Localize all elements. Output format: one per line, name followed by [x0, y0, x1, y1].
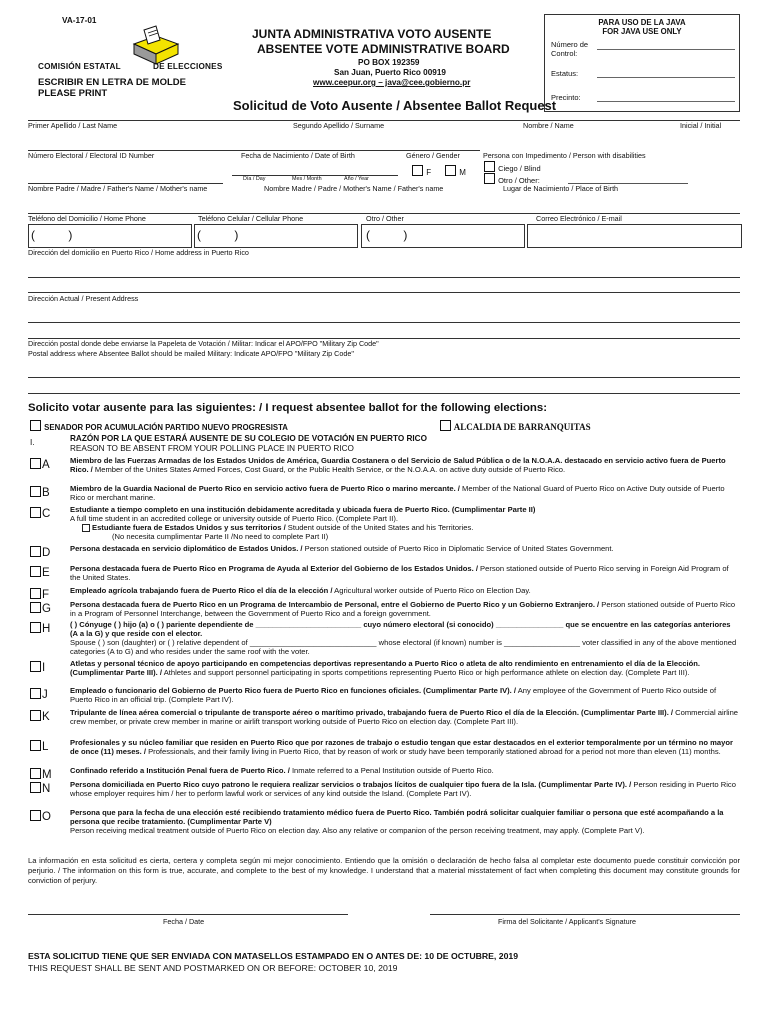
reason-letter: N: [42, 783, 51, 795]
reason-checkbox[interactable]: [30, 810, 51, 823]
year-label: Año / Year: [344, 176, 369, 182]
gender-label: Género / Gender: [406, 151, 460, 160]
checkbox-square-icon[interactable]: [30, 688, 41, 699]
gender-f-option[interactable]: F: [412, 165, 431, 177]
reason-text-en: Member of the National Guard of Puerto Rico on Active Duty outside of Puerto Rico or merchant marine.: [70, 484, 725, 503]
reason-text: [70, 686, 740, 704]
board-title-en: ABSENTEE VOTE ADMINISTRATIVE BOARD: [257, 42, 510, 56]
postal-address-label-en: Postal address where Absentee Ballot should be mailed Military: Indicate APO/FPO "Military Zip Code": [28, 349, 354, 358]
reason-letter: G: [42, 603, 51, 615]
initial-label: Inicial / Initial: [680, 121, 722, 130]
other-phone-input[interactable]: ( ): [361, 224, 525, 248]
form-id: VA-17-01: [62, 16, 97, 25]
reason-letter: K: [42, 711, 50, 723]
checkbox-square-icon[interactable]: [30, 566, 41, 577]
month-label: Mes / Month: [292, 176, 322, 182]
reason-text-en: Inmate referred to a Penal Institution outside of Puerto Rico.: [289, 766, 494, 775]
reason-letter: L: [42, 741, 49, 753]
reason-checkbox[interactable]: [30, 566, 50, 579]
java-use-box: [544, 14, 740, 112]
checkbox-square-icon[interactable]: [30, 661, 41, 672]
signature-line[interactable]: [430, 914, 740, 915]
status-label: Estatus:: [551, 69, 579, 78]
section-i-label: I.: [30, 438, 35, 447]
reason-text-en: Athletes and support personnel participating in sports competitions representing Puerto Rico or high performance athlete on election day. (Complete Part III).: [162, 668, 690, 678]
reason-text-es: Estudiante a tiempo completo en una institución debidamente acreditada y ubicada fuera de Puerto Rico. (Cumplimentar Parte II): [70, 505, 536, 514]
reason-text-es: ( ) Cónyuge ( ) hijo (a) o ( ) pariente dependiente de _________________________ cuyo número electoral (si conocido) ________________ que se encuentre en las categorías anteriores (A a la G) y que reside con el elector.: [70, 620, 731, 639]
reason-text-es: Miembro de las Fuerzas Armadas de los Estados Unidos de América, Guardia Costanera o del Servicio de Salud Pública o de la N.O.A.A. destacado en servicio activo fuera de Puerto Rico. /: [70, 456, 726, 475]
city: San Juan, Puerto Rico 00919: [334, 68, 446, 77]
reason-text-es: Miembro de la Guardia Nacional de Puerto Rico en servicio activo fuera de Puerto Rico o marino mercante. /: [70, 484, 460, 493]
reason-text-es: Persona destacada fuera de Puerto Rico en un Programa de Intercambio de Personal, entre el Gobierno de Puerto Rico y un Gobierno Extranjero. /: [70, 600, 600, 609]
reason-text: [70, 708, 740, 726]
reason-text-es: Empleado agrícola trabajando fuera de Puerto Rico el día de la elección /: [70, 586, 333, 595]
home-address-label: Dirección del domicilio en Puerto Rico / Home address in Puerto Rico: [28, 248, 249, 257]
reason-text-es: Persona domiciliada en Puerto Rico cuyo patrono le requiera realizar servicios o trabajos lícitos de cualquier tipo fuera de la Isla. (Cumplimentar Parte IV). /: [70, 780, 632, 789]
mother-label: Nombre Madre / Padre / Mother's Name / Father's name: [264, 184, 444, 193]
deadline-en: THIS REQUEST SHALL BE SENT AND POSTMARKED ON OR BEFORE: OCTOBER 10, 2019: [28, 963, 398, 973]
postal-address-line-1[interactable]: [28, 377, 740, 378]
reason-letter: I: [42, 662, 46, 674]
election-option-senator[interactable]: SENADOR POR ACUMULACIÓN PARTIDO NUEVO PROGRESISTA: [30, 420, 288, 432]
reason-text: [70, 808, 740, 835]
reason-text: [70, 780, 740, 798]
home-phone-input[interactable]: ( ): [28, 224, 192, 248]
present-address-line-1[interactable]: [28, 322, 740, 323]
postal-address-line-2[interactable]: [28, 393, 740, 394]
last-name-label: Primer Apellido / Last Name: [28, 121, 118, 130]
gender-m-option[interactable]: M: [445, 165, 466, 177]
reason-text-en: Person stationed outside of Puerto Rico in a Program of Personnel Interchange, between the Government of Puerto Rico and a foreign government.: [70, 600, 736, 619]
blind-option[interactable]: Ciego / Blind: [484, 161, 541, 173]
reason-text: [70, 586, 740, 595]
mayor-checkbox[interactable]: [440, 420, 451, 431]
reason-checkbox[interactable]: [30, 710, 50, 723]
other-disability-checkbox[interactable]: [484, 173, 495, 184]
reason-text: [70, 544, 740, 553]
reason-text-es: Confinado referido a Institución Penal fuera de Puerto Rico. /: [70, 766, 290, 775]
java-title-en: FOR JAVA USE ONLY: [602, 27, 682, 36]
reason-checkbox[interactable]: [30, 782, 50, 795]
reason-checkbox[interactable]: [30, 768, 52, 781]
gender-f-checkbox[interactable]: [412, 165, 423, 176]
reason-checkbox[interactable]: [30, 486, 50, 499]
reason-letter: J: [42, 689, 48, 701]
po-box: PO BOX 192359: [358, 58, 420, 67]
reason-text-en: Any employee of the Government of Puerto Rico outside of Puerto Rico in an official trip. (Complete Part IV).: [70, 686, 717, 705]
deadline-es: ESTA SOLICITUD TIENE QUE SER ENVIADA CON MATASELLOS ESTAMPADO EN O ANTES DE: 10 DE OCTUBRE, 2019: [28, 951, 519, 961]
email-label: Correo Electrónico / E-mail: [536, 214, 622, 223]
surname-label: Segundo Apellido / Surname: [293, 121, 385, 130]
name-label: Nombre / Name: [523, 121, 574, 130]
dob-label: Fecha de Nacimiento / Date of Birth: [241, 151, 355, 160]
gender-m-checkbox[interactable]: [445, 165, 456, 176]
reason-text-en: Commercial airline crew member, or private crew member in marine or airlift transport working outside of Puerto Rico on election day. (Complete Part III).: [70, 708, 739, 727]
reason-subtext: Person receiving medical treatment outside of Puerto Rico on election day. Also any relative or companion of the person receiving treatment, may apply. (Complete Part V).: [70, 826, 645, 836]
reason-checkbox[interactable]: [30, 546, 50, 559]
reason-text: [70, 484, 740, 502]
reason-text: [70, 659, 740, 677]
reason-text: [70, 738, 740, 756]
reason-text-en: Person residing in Puerto Rico whose employer requires him / her to perform lawful work or services of any kind outside the Island. (Complete Part IV).: [70, 780, 736, 799]
reason-letter: F: [42, 589, 50, 601]
control-number-line[interactable]: [597, 49, 735, 50]
print-instruction-es: ESCRIBIR EN LETRA DE MOLDE: [38, 77, 186, 88]
ballot-box-icon: [126, 22, 184, 66]
checkbox-square-icon[interactable]: [30, 602, 41, 613]
cell-phone-label: Teléfono Celular / Cellular Phone: [198, 214, 304, 223]
checkbox-square-icon[interactable]: [30, 710, 41, 721]
reason-text-es: Persona destacada en servicio diplomático de Estados Unidos. /: [70, 544, 303, 553]
checkbox-square-icon[interactable]: [30, 546, 41, 557]
reason-checkbox[interactable]: [30, 661, 45, 674]
section-i-title-es: RAZÓN POR LA QUE ESTARÁ AUSENTE DE SU COLEGIO DE VOTACIÓN EN PUERTO RICO: [70, 434, 427, 443]
postal-address-label-es: Dirección postal donde debe enviarse la Papeleta de Votación / Militar: Indicar el APO/FPO "Military Zip Code": [28, 339, 379, 348]
reason-text-en: Professionals, and their family living in Puerto Rico, that by reason of work or study have been temporarily stationed abroad for a period not more than eleven (11) months.: [145, 747, 721, 757]
other-phone-label: Otro / Other: [366, 214, 404, 223]
other-disability-option[interactable]: Otro / Other:: [484, 173, 540, 185]
disability-label: Persona con Impedimento / Person with disabilities: [483, 151, 646, 160]
precinct-line[interactable]: [597, 101, 735, 102]
reason-text-en: Person stationed outside of Puerto Rico serving in Foreign Aid Program of the United States.: [70, 564, 729, 583]
reason-letter: O: [42, 811, 51, 823]
java-title-es: PARA USO DE LA JAVA: [598, 18, 686, 27]
reason-note: (No necesita cumplimentar Parte II /No need to complete Part II): [112, 532, 329, 542]
agency-name-1: COMISIÓN ESTATAL: [38, 62, 121, 71]
checkbox-square-icon[interactable]: [30, 810, 41, 821]
reason-letter: D: [42, 547, 51, 559]
name-input-row[interactable]: [28, 132, 740, 148]
reason-letter: C: [42, 508, 51, 520]
reason-text-es: Atletas y personal técnico de apoyo participando en competencias deportivas representando a Puerto Rico o atleta de alto rendimiento en entrenamiento el día de la Elección. (Cumplimentar Parte III). /: [70, 659, 701, 678]
reason-text-en: Member of the Unites States Armed Forces, Cost Guard, or the Public Health Service, or the N.O.A.A. on active duty outside of Puerto Rico.: [92, 465, 566, 475]
reason-text-es: Persona que para la fecha de una elección esté recibiendo tratamiento médico fuera de Puerto Rico. También podrá solicitar cualquier familiar o persona que esté acompañando a la persona que recibe tratamiento. (Cumplimentar Parte V): [70, 808, 724, 827]
home-address-line-2[interactable]: [28, 292, 740, 293]
outside-us-checkbox: [82, 524, 90, 532]
form-title: Solicitud de Voto Ausente / Absentee Ballot Request: [233, 98, 557, 113]
reason-letter: B: [42, 487, 50, 499]
section-i-title-en: REASON TO BE ABSENT FROM YOUR POLLING PLACE IN PUERTO RICO: [70, 444, 354, 453]
checkbox-square-icon[interactable]: [30, 588, 41, 599]
checkbox-square-icon[interactable]: [30, 486, 41, 497]
cell-phone-input[interactable]: ( ): [194, 224, 358, 248]
home-phone-label: Teléfono del Domicilio / Home Phone: [28, 214, 146, 223]
checkbox-square-icon[interactable]: [30, 782, 41, 793]
reason-text: [70, 766, 740, 775]
reason-checkbox[interactable]: [30, 458, 50, 471]
checkbox-square-icon[interactable]: [30, 507, 41, 518]
board-title-es: JUNTA ADMINISTRATIVA VOTO AUSENTE: [252, 27, 492, 41]
checkbox-square-icon[interactable]: [30, 768, 41, 779]
reason-letter: A: [42, 459, 50, 471]
reason-text-en: Agricultural worker outside of Puerto Rico on Election Day.: [332, 586, 531, 595]
reason-checkbox[interactable]: [30, 588, 49, 601]
home-address-line-1[interactable]: [28, 277, 740, 278]
reason-text-en: Person stationed outside of Puerto Rico in Diplomatic Service of United States Government.: [302, 544, 614, 553]
checkbox-square-icon[interactable]: [30, 740, 41, 751]
contact-links[interactable]: www.ceepur.org – java@cee.gobierno.pr: [313, 78, 471, 87]
precinct-label: Precinto:: [551, 93, 581, 102]
reason-checkbox[interactable]: [30, 507, 50, 520]
status-line[interactable]: [597, 77, 735, 78]
checkbox-square-icon[interactable]: [30, 458, 41, 469]
date-label: Fecha / Date: [163, 917, 205, 926]
reason-text-es: Empleado o funcionario del Gobierno de Puerto Rico fuera de Puerto Rico en funciones oficiales. (Cumplimentar Parte IV). /: [70, 686, 516, 695]
agency-name-2: DE ELECCIONES: [153, 62, 223, 71]
reason-text: [70, 600, 740, 618]
reason-checkbox[interactable]: [30, 688, 48, 701]
election-option-mayor[interactable]: ALCALDIA DE BARRANQUITAS: [440, 420, 591, 432]
print-instruction-en: PLEASE PRINT: [38, 88, 108, 99]
day-label: Día / Day: [243, 176, 266, 182]
control-number-label: Número de Control:: [551, 40, 589, 58]
reason-text-es: Profesionales y su núcleo familiar que residen en Puerto Rico que por razones de trabajo o estudio tengan que estar destacados en el exterior temporalmente por un término no mayor de once (11) meses. /: [70, 738, 733, 757]
blind-checkbox[interactable]: [484, 161, 495, 172]
present-address-label: Dirección Actual / Present Address: [28, 294, 139, 303]
reason-text: [70, 620, 740, 656]
reason-text-es: Tripulante de línea aérea comercial o tripulante de transporte aéreo o marítimo privado, trabajando fuera de Puerto Rico el día de la Elección. (Cumplimentar Parte III). /: [70, 708, 674, 717]
reason-text: [70, 456, 740, 474]
reason-text: [70, 505, 740, 541]
reason-text: [70, 564, 740, 582]
reason-subtext: Spouse ( ) son (daughter) or ( ) relative dependent of ______________________________ whose electoral (if known) number is __________________ voter classified in any of the above mentioned categories (A to G) and who resides under the same roof with the voter.: [70, 638, 737, 657]
reason-letter: M: [42, 769, 52, 781]
reason-text-es: Persona destacada fuera de Puerto Rico en Programa de Ayuda al Exterior del Gobierno de los Estados Unidos. /: [70, 564, 478, 573]
father-label: Nombre Padre / Madre / Father's Name / Mother's name: [28, 184, 208, 193]
reason-checkbox[interactable]: [30, 622, 50, 635]
birthplace-label: Lugar de Nacimiento / Place of Birth: [503, 184, 619, 193]
elections-heading: Solicito votar ausente para las siguientes: / I request absentee ballot for the following elections:: [28, 402, 548, 414]
date-line[interactable]: [28, 914, 348, 915]
reason-checkbox[interactable]: [30, 740, 48, 753]
checkbox-square-icon[interactable]: [30, 622, 41, 633]
outside-us-option[interactable]: Estudiante fuera de Estados Unidos y sus territorios / Student outside of the United States and his Territories.: [70, 523, 740, 532]
voter-id-label: Número Electoral / Electoral ID Number: [28, 151, 155, 160]
reason-checkbox[interactable]: [30, 602, 51, 615]
reason-subtext: A full time student in an accredited college or university outside of Puerto Rico. (Complete Part II).: [70, 514, 398, 524]
senator-checkbox[interactable]: [30, 420, 41, 431]
email-input[interactable]: [527, 224, 742, 248]
reason-letter: E: [42, 567, 50, 579]
cee-logo: [126, 22, 184, 66]
certification-text: La información en esta solicitud es cierta, certera y completa según mi mejor conocimiento. Entiendo que la omisión o declaración de hecho falsa al completar este documento puede constituir convicción por perjurio. / The information on this form is true, accurate, and complete to the best of my knowledge. I understand that a material misstatement of fact when completing this document may constitute grounds for conviction of perjury.: [28, 856, 740, 885]
reason-letter: H: [42, 623, 51, 635]
signature-label: Firma del Solicitante / Applicant's Signature: [498, 917, 637, 926]
